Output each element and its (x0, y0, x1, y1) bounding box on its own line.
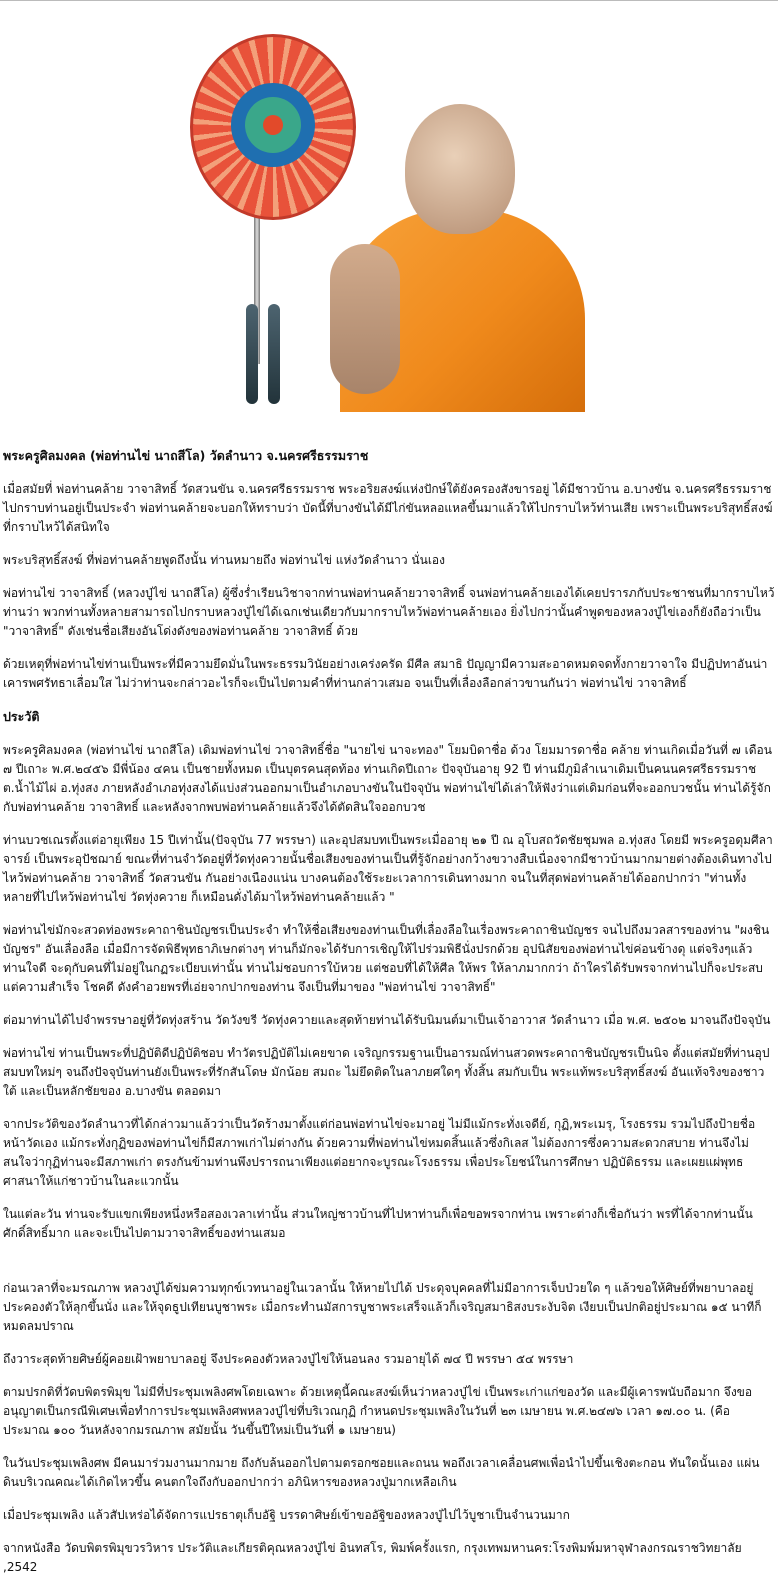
monk-head (405, 104, 515, 234)
portrait-photo (190, 14, 590, 412)
paragraph: ก่อนเวลาที่จะมรณภาพ หลวงปู่ได้ข่มความทุกข์เวทนาอยู่ในเวลานั้น ให้หายไปได้ ประดุจบุคคลที่ไม่มีอาการเจ็บป่วยใด ๆ แล้วขอให้ศิษย์ที่พยาบาลอยู่ประคองตัวให้ลุกขึ้นนั่ง และให้จุดธูปเทียนบูชาพระ เมื่อกระทำนมัสการบูชาพระเสร็จแล้วก็เจริญสมาธิสงบระงับจิต เงียบเป็นปกติอยู่ประมาณ ๑๕ นาทีก็หมดลมปราณ (3, 1281, 762, 1333)
paragraph: ในวันประชุมเพลิงศพ มีคนมาร่วมงานมากมาย ถึงกับล้นออกไปตามตรอกซอยและถนน พอถึงเวลาเคลื่อนศพเพื่อนำไปขึ้นเชิงตะกอน ทันใดนั้นเอง แผ่นดินบริเวณคณะได้เกิดไหวขึ้น คนตกใจถึงกับออกปากว่า อภินิหารของหลวงปู่มากเหลือเกิน (3, 1456, 760, 1489)
paragraph: ถึงวาระสุดท้ายศิษย์ผู้คอยเฝ้าพยาบาลอยู่ จึงประคองตัวหลวงปู่ไข่ให้นอนลง รวมอายุได้ ๗๔ ปี พรรษา ๕๔ พรรษา (3, 1352, 574, 1366)
paragraph: ในแต่ละวัน ท่านจะรับแขกเพียงหนึ่งหรือสองเวลาเท่านั้น ส่วนใหญ่ชาวบ้านที่ไปหาท่านก็เพื่อขอพรจากท่าน เพราะต่างก็เชื่อกันว่า พรที่ได้จากท่านนั้นศักดิ์สิทธิ์มาก และจะเป็นไปตามวาจาสิทธิ์ของท่านเสมอ (3, 1207, 753, 1240)
paragraph: จากประวัติของวัดลำนาวที่ได้กล่าวมาแล้วว่าเป็นวัดร้างมาตั้งแต่ก่อนพ่อท่านไข่จะมาอยู่ ไม่มีแม้กระทั่งเจดีย์, กุฏิ,พระเมรุ, โรงธรรม รวมไปถึงป้ายชื่อหน้าวัดเอง แม้กระทั่งกุฏิของพ่อท่านไข่ก็มีสภาพเก่าไม่ต่างกัน ด้วยความที่พ่อท่านไข่หมดสิ้นแล้วซึ่งกิเลส ไม่ต้องการซึ่งความสะดวกสบาย ท่านจึงไม่สนใจว่ากุฏิท่านจะมีสภาพเก่า ตรงกันข้ามท่านพึงปรารถนาเพียงแต่อยากจะบูรณะโรงธรรม เพื่อประโยชน์ในการศึกษา ปฏิบัติธรรม และเผยแผ่พุทธศาสนาให้แก่ชาวบ้านในละแวกนั้น (3, 1117, 756, 1188)
monk-arm (330, 244, 400, 394)
article (3, 446, 775, 1591)
paragraph: ต่อมาท่านได้ไปจำพรรษาอยู่ที่วัดทุ่งสร้าน วัดวังขรี วัดทุ่งควายและสุดท้ายท่านได้รับนิมนต์มาเป็นเจ้าอาวาส วัดลำนาว เมื่อ พ.ศ. ๒๕๐๒ มาจนถึงปัจจุบัน (3, 1013, 771, 1027)
article-title: พระครูศิลมงคล (พ่อท่านไข่ นาถสีโล) วัดลำนาว จ.นครศรีธรรมราช (3, 448, 369, 463)
paragraph: ด้วยเหตุที่พ่อท่านไข่ท่านเป็นพระที่มีความยึดมั่นในพระธรรมวินัยอย่างเคร่งครัด มีศีล สมาธิ ปัญญามีความสะอาดหมดจดทั้งกายวาจาใจ มีปฏิปทาอันน่าเคารพศรัทธาเลื่อมใส ไม่ว่าท่านจะกล่าวอะไรก็จะเป็นไปตามคำที่ท่านกล่าวเสมอ จนเป็นที่เลื่องลือกล่าวขานกันว่า พ่อท่านไข่ วาจาสิทธิ์ (3, 657, 768, 690)
paragraph: ท่านบวชเณรตั้งแต่อายุเพียง 15 ปีเท่านั้น(ปัจจุบัน 77 พรรษา) และอุปสมบทเป็นพระเมื่ออายุ ๒๑ ปี ณ อุโบสถวัดชัยชุมพล อ.ทุ่งสง โดยมี พระครูอดุมศีลาจารย์ เป็นพระอุปัชฌาย์ ขณะที่ท่านจำวัดอยู่ที่วัดทุ่งควายนั้นชื่อเสียงของท่านเป็นที่รู้จักอย่างกว้างขวางสืบเนื่องจากมีชาวบ้านมากมายต่างต้องเดินทางไปไหว้พ่อท่านคล้าย วาจาสิทธิ์ วัดสวนขัน กันอย่างเนืองแน่น บางคนต้องใช้ระยะเวลาการเดินทางมาก จนในที่สุดพ่อท่านคล้ายได้ออกปากว่า "ท่านทั้งหลายที่ไปไหว้พ่อท่านไข่ วัดทุ่งควาย ก็เหมือนดั่งได้มาไหว้พ่อท่านคล้ายแล้ว " (3, 833, 773, 904)
history-heading: ประวัติ (3, 709, 40, 724)
paragraph: เมื่อประชุมเพลิง แล้วสัปเหร่อได้จัดการแปรธาตุเก็บอัฐิ บรรดาศิษย์เข้าขออัฐิของหลวงปู่ไปไว้บูชาเป็นจำนวนมาก (3, 1508, 570, 1522)
paragraph: เมื่อสมัยที่ พ่อท่านคล้าย วาจาสิทธิ์ วัดสวนขัน จ.นครศรีธรรมราช พระอริยสงฆ์แห่งปักษ์ใต้ยังครองสังขารอยู่ ได้มีชาวบ้าน อ.บางขัน จ.นครศรีธรรมราชไปกราบท่านอยู่เป็นประจำ พ่อท่านคล้ายจะบอกให้ทราบว่า บัดนี้ที่บางขันได้มีไก่ขันหลอแหลขึ้นมาแล้วให้ไปกราบไหว้ท่านเสีย เพราะเป็นพระบริสุทธิ์สงฆ์ที่กราบไหว้ได้สนิทใจ (3, 482, 773, 534)
source-citation: จากหนังสือ วัดบพิตรพิมุขวรวิหาร ประวัติและเกียรติคุณหลวงปู่ไข่ อินทสโร, พิมพ์ครั้งแรก, กรุงเทพมหานคร:โรงพิมพ์มหาจุฬาลงกรณราชวิทยาลัย ,2542 (3, 1541, 742, 1574)
paragraph: พ่อท่านไข่ วาจาสิทธิ์ (หลวงปู่ไข่ นาถสีโล) ผู้ซึ่งร่ำเรียนวิชาจากท่านพ่อท่านคล้ายวาจาสิทธิ์ จนพ่อท่านคล้ายเองได้เคยปรารภกับประชาชนที่มากราบไหว้ท่านว่า พวกท่านทั้งหลายสามารถไปกราบหลวงปู่ไข่ได้เฉกเช่นเดียวกับมากราบไหว้พ่อท่านคล้ายเอง ยิ่งไปกว่านั้นคำพูดของหลวงปู่ไข่เองก็ยังถือว่าเป็น "วาจาสิทธิ์" ดังเช่นชื่อเสียงอันโด่งดังของพ่อท่านคล้าย วาจาสิทธิ์ ด้วย (3, 586, 775, 638)
paragraph: ตามปรกติที่วัดบพิตรพิมุข ไม่มีที่ประชุมเพลิงศพโดยเฉพาะ ด้วยเหตุนี้คณะสงฆ์เห็นว่าหลวงปู่ไข่ เป็นพระเก่าแก่ของวัด และมีผู้เคารพนับถือมาก จึงขออนุญาตเป็นกรณีพิเศษเพื่อทำการประชุมเพลิงศพหลวงปู่ไข่ที่บริเวณกุฏิ กำหนดประชุมเพลิงในวันที่ ๒๓ เมษายน พ.ศ.๒๔๗๖ เวลา ๑๗.๐๐ น. (คือประมาณ ๑๐๐ วันหลังจากมรณภาพ สมัยนั้น วันขึ้นปีใหม่เป็นวันที่ ๑ เมษายน) (3, 1385, 753, 1437)
fan-stand-right (268, 304, 280, 404)
fan-stand-left (246, 304, 258, 404)
spacer (3, 1257, 775, 1279)
top-divider (0, 0, 778, 1)
paragraph: พ่อท่านไข่มักจะสวดท่องพระคาถาชินบัญชรเป็นประจำ ทำให้ชื่อเสียงของท่านเป็นที่เลื่องลือในเรื่องพระคาถาชินบัญชร จนไปถึงมวลสารของท่าน "ผงชินบัญชร" อันเลื่องลือ เมื่อมีการจัดพิธีพุทธาภิเษกต่างๆ ท่านก็มักจะได้รับการเชิญให้ไปร่วมพิธีนั่งปรกด้วย อุปนิสัยของพ่อท่านไข่ค่อนข้างดุ แต่จริงๆแล้วท่านใจดี จะดุกับคนที่ไม่อยู่ในกฏระเบียบเท่านั้น ท่านไม่ชอบการใบ้หวย แต่ชอบที่ได้ให้ศีล ให้พร ให้ลาภมากกว่า ถ้าใครได้รับพรจากท่านไปก็จะประสบแต่ความสำเร็จ โชคดี ดังคำอวยพรที่เอ่ยจากปากของท่าน จึงเป็นที่มาของ "พ่อท่านไข่ วาจาสิทธิ์" (3, 923, 770, 994)
paragraph: พระครูศิลมงคล (พ่อท่านไข่ นาถสีโล) เดิมพ่อท่านไข่ วาจาสิทธิ์ชื่อ "นายไข่ นาจะทอง" โยมบิดาชื่อ ด้วง โยมมารดาชื่อ คล้าย ท่านเกิดเมื่อวันที่ ๗ เดือน ๗ ปีเถาะ พ.ศ.๒๔๕๖ มีพี่น้อง ๔คน เป็นชายทั้งหมด เป็นบุตรคนสุดท้อง ท่านเกิดปีเถาะ ปัจจุบันอายุ 92 ปี ท่านมีภูมิลำเนาเดิมเป็นคนนครศรีธรรมราช ต.น้ำไม้ไผ่ อ.ทุ่งสง ภายหลังอำเภอทุ่งสงได้แบ่งส่วนออกมาเป็นอำเภอบางขันในปัจจุบัน พ่อท่านไข่ได้เล่าให้ฟังว่าแต่เดิมก่อนที่จะออกบวชนั้น ท่านได้รู้จักกับพ่อท่านคล้าย วาจาสิทธิ์ และหลังจากพบพ่อท่านคล้ายแล้วจึงได้ตัดสินใจออกบวช (3, 743, 772, 814)
ceremonial-fan (190, 34, 356, 220)
paragraph: พระบริสุทธิ์สงฆ์ ที่พ่อท่านคล้ายพูดถึงนั้น ท่านหมายถึง พ่อท่านไข่ แห่งวัดลำนาว นั่นเอง (3, 553, 446, 567)
paragraph: พ่อท่านไข่ ท่านเป็นพระที่ปฏิบัติดีปฏิบัติชอบ ทำวัตรปฏิบัติไม่เคยขาด เจริญกรรมฐานเป็นอารมณ์ท่านสวดพระคาถาชินบัญชรเป็นนิจ ตั้งแต่สมัยที่ท่านอุปสมบทใหม่ๆ จนถึงปัจจุบันท่านยังเป็นพระที่รักสันโดษ มักน้อย สมถะ ไม่ยึดติดในลาภยศใดๆ ทั้งสิ้น สมกับเป็น พระแท้พระบริสุทธิ์สงฆ์ อันแท้จริงของชาวใต้ และเป็นหลักชัยของ อ.บางขัน ตลอดมา (3, 1046, 770, 1098)
